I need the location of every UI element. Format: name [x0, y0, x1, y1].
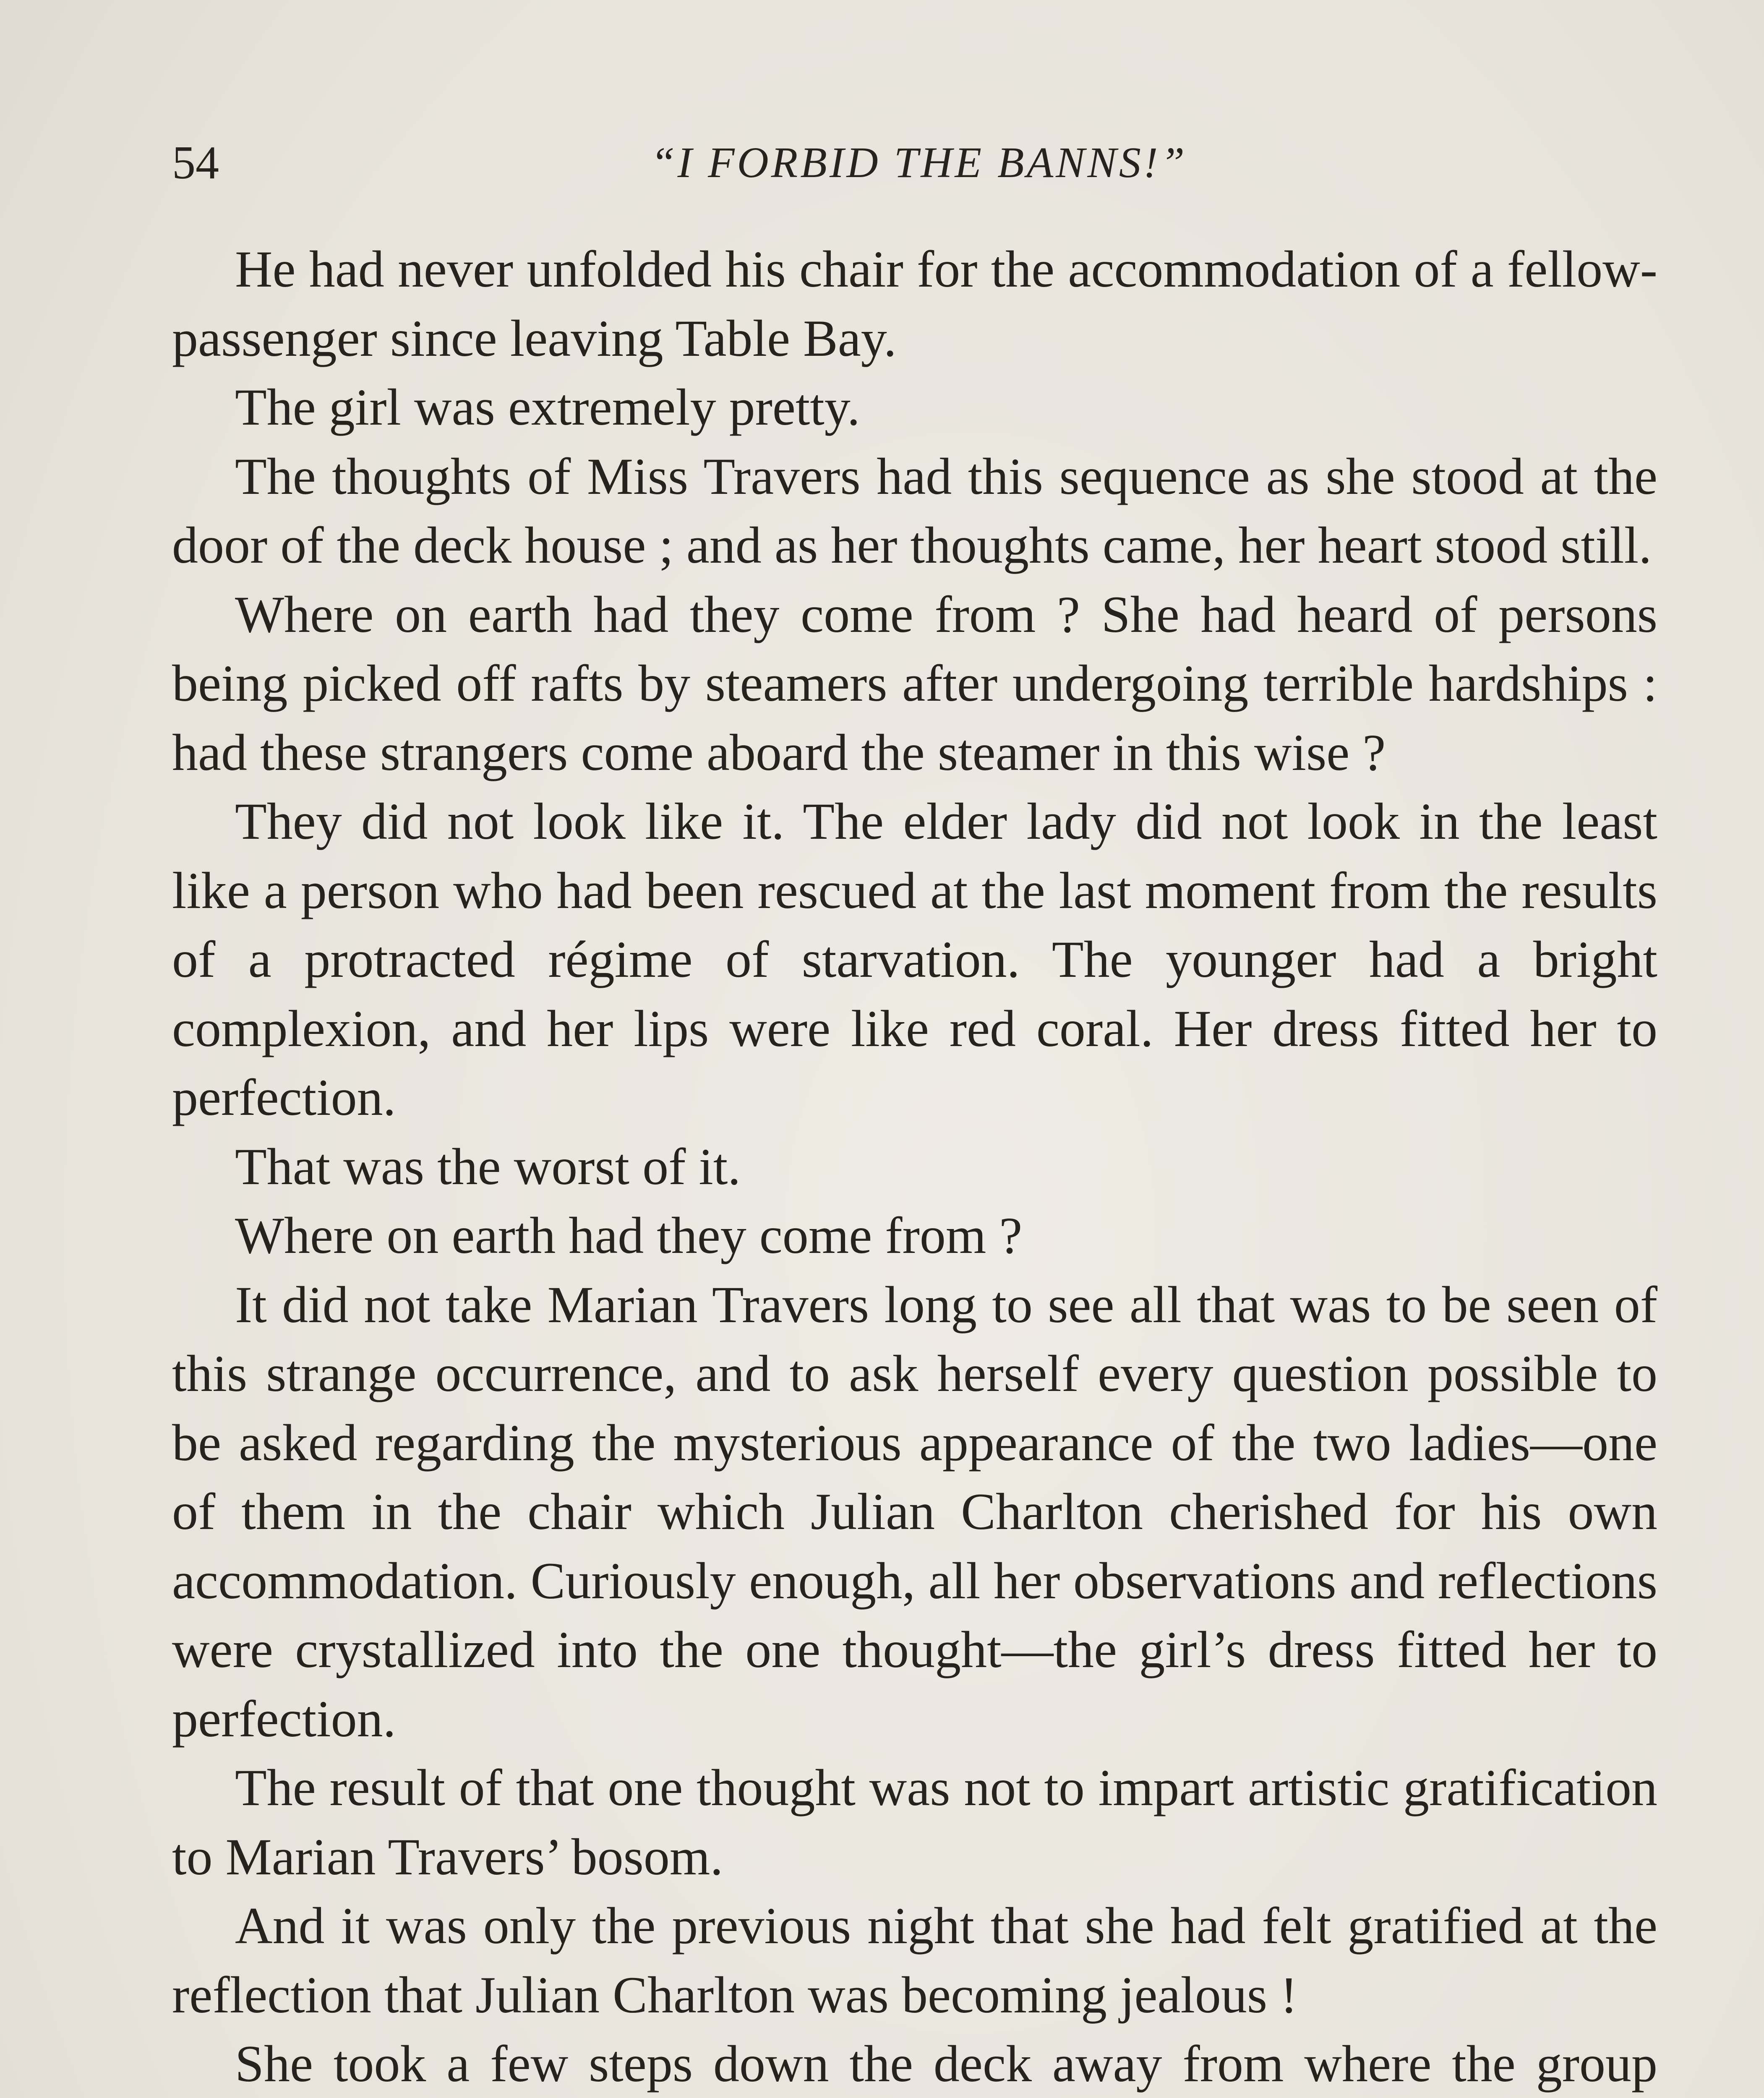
paragraph: The result of that one thought was not to impart artistic gratification to Marian Travers’ bosom. — [172, 1759, 1657, 1886]
page-number: 54 — [172, 137, 219, 189]
paragraph: That was the worst of it. — [235, 1138, 741, 1195]
page-header — [172, 133, 1666, 192]
paragraph: The thoughts of Miss Travers had this sequence as she stood at the door of the deck house ; and as her thoughts came, her heart stood still. — [172, 447, 1657, 574]
paragraph: They did not look like it. The elder lady did not look in the least like a person who had been rescued at the last moment from the results of a protracted régime of starvation. The younger had a bright complexion, and her lips were like red coral. Her dress fitted her to perfection. — [172, 793, 1657, 1126]
paragraph: She took a few steps down the deck away from where the group — [235, 2035, 1657, 2093]
paragraph: Where on earth had they come from ? — [235, 1207, 1023, 1264]
body-text — [172, 235, 1657, 2098]
running-title: “I FORBID THE BANNS!” — [650, 138, 1187, 187]
paragraph: It did not take Marian Travers long to see all that was to be seen of this strange occurrence, and to ask herself every question possible to be asked regarding the mysterious appearance of the two ladies—one of them in the chair which Julian Charlton cherished for his own accommodation. Curiously enough, all her observations and reflections were crystallized into the one thought—the girl’s dress fitted her to perfection. — [172, 1276, 1657, 1748]
paragraph: The girl was extremely pretty. — [235, 378, 860, 436]
paragraph: Where on earth had they come from ? She had heard of persons being picked off rafts by steamers after undergoing terrible hardships : had these strangers come aboard the steamer in this wise ? — [172, 585, 1657, 781]
paragraph: And it was only the previous night that she had felt gratified at the reflection that Julian Charlton was becoming jealous ! — [172, 1897, 1657, 2024]
paragraph: He had never unfolded his chair for the accommodation of a fellow-passenger since leaving Table Bay. — [172, 240, 1657, 367]
